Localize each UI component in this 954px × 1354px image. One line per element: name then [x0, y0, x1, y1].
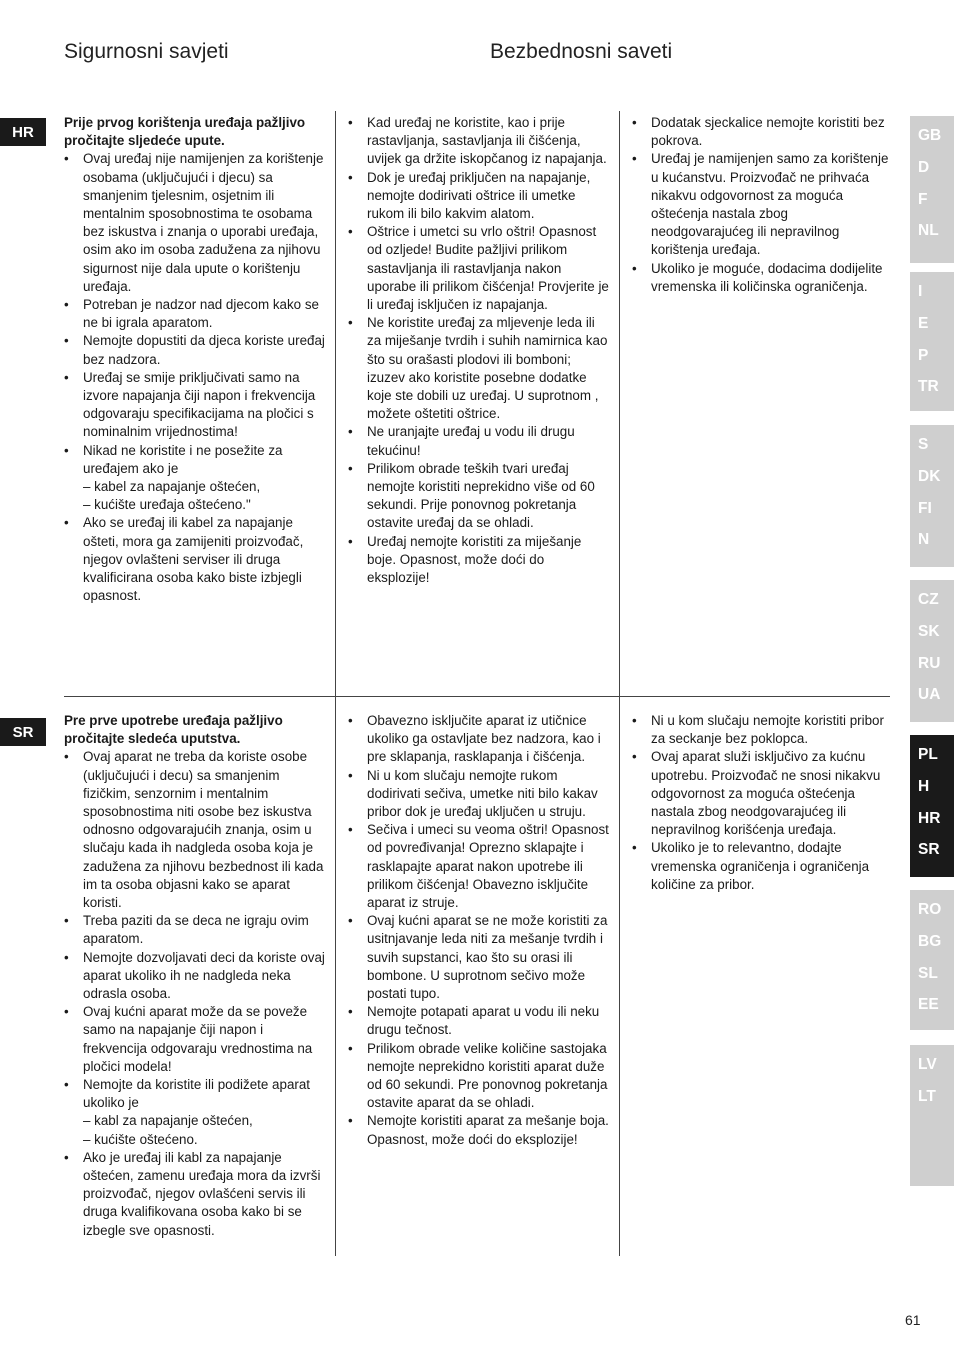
lang-link-sk[interactable]: SK	[918, 622, 940, 640]
list-item: • Ovaj kućni aparat može da se poveže samo na napajanje čiji napon i frekvencija odgovaraju vrednostima na pločici modela!	[64, 1003, 326, 1076]
list-item: • Nemojte koristiti aparat za mešanje boja. Opasnost, može doći do eksplozije!	[348, 1112, 610, 1148]
list-item: • Ukoliko je to relevantno, dodajte vremenska ograničenja i ograničenja količine za pribor.	[632, 839, 890, 894]
list-item: • Oštrice i umetci su vrlo oštri! Opasnost od ozljede! Budite pažljivi prilikom sastavljanja ili rastavljanja nakon uporabe ili prilikom čišćenja! Provjerite je li uređaj isključen iz napajanja.	[348, 223, 610, 314]
list-item: • Prilikom obrade velike količine sastojaka nemojte neprekidno koristiti aparat duže od 60 sekundi. Pre ponovnog pokretanja ostavite aparat da se ohladi.	[348, 1040, 610, 1113]
list-item: • Ne koristite uređaj za mljevenje leda ili za miješanje tvrdih i suhih namirnica kao što su orašasti plodovi ili bomboni; izuzev ako koristite posebne dodatke koje ste dobili uz uređaj. U suprotnom , možete oštetiti oštrice.	[348, 314, 610, 423]
list-item: • Prilikom obrade teških tvari uređaj nemojte koristiti neprekidno više od 60 sekundi. Prije ponovnog pokretanja ostavite uređaj da se ohladi.	[348, 460, 610, 533]
lang-link-ee[interactable]: EE	[918, 996, 939, 1014]
list-item: • Sečiva i umeci su veoma oštri! Opasnost od povređivanja! Oprezno sklapajte i rasklapajte aparat nakon upotrebe ili prilikom čišćenja! Obavezno isključite aparat iz struje.	[348, 821, 610, 912]
column-divider	[619, 111, 620, 696]
list-item: • Ovaj kućni aparat se ne može koristiti za usitnjavanje leda niti za mešanje tvrdih i suvih supstanci, kao što su orasi ili bombone. U suprotnom sečivo može postati tupo.	[348, 912, 610, 1003]
list-item: • Treba paziti da se deca ne igraju ovim aparatom.	[64, 912, 326, 948]
list-subitem: – kabl za napajanje oštećen,	[83, 1113, 253, 1129]
sr-intro: Pre prve upotrebe uređaja pažljivo pročitajte sledeća uputstva.	[64, 713, 283, 747]
language-tag-sr: SR	[0, 718, 46, 746]
sr-col2-list	[348, 712, 610, 1149]
lang-link-lv[interactable]: LV	[918, 1056, 937, 1073]
lang-link-sl[interactable]: SL	[918, 964, 938, 982]
lang-link-i[interactable]: I	[918, 283, 923, 300]
lang-group-2	[910, 272, 954, 411]
list-item: • Nemojte dopustiti da djeca koriste uređaj bez nadzora.	[64, 332, 326, 368]
lang-link-fi[interactable]: FI	[918, 499, 932, 517]
list-item: • Dodatak sjeckalice nemojte koristiti bez pokrova.	[632, 114, 890, 150]
list-item: • Nemojte dozvoljavati deci da koriste ovaj aparat ukoliko ih ne nadgleda neka odrasla osoba.	[64, 949, 326, 1004]
hr-col1-list	[64, 150, 326, 605]
sr-column-2	[348, 712, 610, 1149]
hr-column-3	[632, 114, 890, 296]
page-number: 61	[905, 1312, 921, 1328]
sr-col1-list	[64, 748, 326, 1239]
list-item: • Kad uređaj ne koristite, kao i prije rastavljanja, sastavljanja ili čišćenja, uvijek ga držite iskopčanog iz napajanja.	[348, 114, 610, 169]
hr-col3-list	[632, 114, 890, 296]
lang-link-e[interactable]: E	[918, 314, 929, 332]
lang-link-nl[interactable]: NL	[918, 222, 939, 240]
list-item: • Potreban je nadzor nad djecom kako se ne bi igrala aparatom.	[64, 296, 326, 332]
lang-link-hr[interactable]: HR	[918, 809, 941, 827]
list-item: • Nemojte da koristite ili podižete aparat ukoliko je – kabl za napajanje oštećen, – kućište oštećeno.	[64, 1076, 326, 1149]
hr-col2-list	[348, 114, 610, 587]
lang-link-cz[interactable]: CZ	[918, 591, 939, 608]
list-item: • Ovaj uređaj nije namijenjen za korištenje osobama (uključujući i djecu) sa smanjenim tjelesnim, osjetnim ili mentalnim sposobnostima te osobama bez iskustva i znanja o uporabi uređaja, osim ako im osoba zadužena za njihovu sigurnost nije dala upute o korištenju uređaja.	[64, 150, 326, 296]
lang-link-f[interactable]: F	[918, 190, 928, 208]
list-item: • Ovaj aparat služi isključivo za kućnu upotrebu. Proizvođač ne snosi nikakvu odgovornost za moguća oštećenja nastala zbog neodgovarajućeg ili nepravilnog korišćenja uređaja.	[632, 748, 890, 839]
lang-link-ua[interactable]: UA	[918, 686, 941, 704]
list-item: • Dok je uređaj priključen na napajanje, nemojte dodirivati oštrice ili umetke rukom ili bilo kakvim alatom.	[348, 169, 610, 224]
sr-col3-list	[632, 712, 890, 894]
list-item: • Ukoliko je moguće, dodacima dodijelite vremenska ili količinska ograničenja.	[632, 260, 890, 296]
list-subitem: – kućište uređaja oštećeno."	[83, 497, 251, 513]
list-item: • Ovaj aparat ne treba da koriste osobe (uključujući i decu) sa smanjenim fizičkim, senzornim i mentalnim sposobnostima niti osobe bez iskustva odnosno odgovarajućih znanja, osim u slučaju kada ih nadgleda osoba koja je zadužena za njihovu bezbednost ili kada im ta osoba objasni kako se aparat koristi.	[64, 748, 326, 912]
list-item: • Ni u kom slučaju nemojte koristiti pribor za seckanje bez poklopca.	[632, 712, 890, 748]
list-item: • Ako se uređaj ili kabel za napajanje ošteti, mora ga zamijeniti proizvođač, njegov ovlašteni serviser ili druga kvalificirana osoba kako biste izbjegli opasnost.	[64, 514, 326, 605]
lang-link-bg[interactable]: BG	[918, 932, 942, 950]
lang-link-n[interactable]: N	[918, 531, 930, 549]
section-divider	[64, 696, 890, 697]
list-item: • Ne uranjajte uređaj u vodu ili drugu tekućinu!	[348, 423, 610, 459]
list-item: • Uređaj je namijenjen samo za korištenje u kućanstvu. Proizvođač ne prihvaća nikakvu odgovornost za moguća oštećenja nastala zbog neodgovarajućeg ili nepravilnog korištenja uređaja.	[632, 150, 890, 259]
list-item: • Ako je uređaj ili kabl za napajanje oštećen, zamenu uređaja mora da izvrši proizvođač, njegov ovlašćeni servis ili druga kvalifikovana osoba kako bi se izbegle sve opasnosti.	[64, 1149, 326, 1240]
lang-group-3	[910, 425, 954, 567]
page-title-serbian: Bezbednosni saveti	[490, 40, 673, 63]
sr-column-1	[64, 712, 326, 1240]
lang-link-sr[interactable]: SR	[918, 841, 940, 859]
lang-group-6	[910, 890, 954, 1030]
lang-link-lt[interactable]: LT	[918, 1087, 936, 1105]
column-divider	[619, 697, 620, 1256]
lang-link-dk[interactable]: DK	[918, 467, 941, 485]
lang-link-tr[interactable]: TR	[918, 378, 939, 396]
list-subitem: – kabel za napajanje oštećen,	[83, 479, 261, 495]
column-divider	[335, 111, 336, 696]
list-item: • Uređaj se smije priključivati samo na izvore napajanja čiji napon i frekvencija odgovaraju specifikacijama na pločici s nominalnim vrijednostima!	[64, 369, 326, 442]
lang-link-ru[interactable]: RU	[918, 654, 941, 672]
hr-intro: Prije prvog korištenja uređaja pažljivo pročitajte sljedeće upute.	[64, 115, 306, 149]
list-item: • Obavezno isključite aparat iz utičnice ukoliko ga ostavljate bez nadzora, kao i pre sklapanja, rasklapanja i čišćenja.	[348, 712, 610, 767]
list-item: • Nemojte potapati aparat u vodu ili neku drugu tečnost.	[348, 1003, 610, 1039]
lang-group-1	[910, 116, 954, 263]
list-item: • Ni u kom slučaju nemojte rukom dodirivati sečiva, umetke niti bilo kakav pribor dok je uređaj uključen u struju.	[348, 767, 610, 822]
sr-column-3	[632, 712, 890, 894]
language-tag-hr: HR	[0, 118, 46, 146]
hr-column-1	[64, 114, 326, 605]
page-title-croatian: Sigurnosni savjeti	[64, 40, 229, 63]
lang-group-5-active	[910, 735, 954, 877]
column-divider	[335, 697, 336, 1256]
lang-link-h[interactable]: H	[918, 777, 930, 795]
list-item: • Nikad ne koristite i ne posežite za uređajem ako je – kabel za napajanje oštećen, – kućište uređaja oštećeno."	[64, 442, 326, 515]
hr-column-2	[348, 114, 610, 587]
lang-link-p[interactable]: P	[918, 346, 929, 364]
lang-group-4	[910, 580, 954, 722]
lang-link-ro[interactable]: RO	[918, 901, 942, 918]
lang-link-gb[interactable]: GB	[918, 127, 942, 144]
lang-group-7	[910, 1045, 954, 1186]
lang-link-pl[interactable]: PL	[918, 746, 938, 763]
lang-link-s[interactable]: S	[918, 436, 929, 453]
lang-link-d[interactable]: D	[918, 158, 930, 176]
list-subitem: – kućište oštećeno.	[83, 1131, 198, 1147]
list-item: • Uređaj nemojte koristiti za miješanje boje. Opasnost, može doći do eksplozije!	[348, 533, 610, 588]
